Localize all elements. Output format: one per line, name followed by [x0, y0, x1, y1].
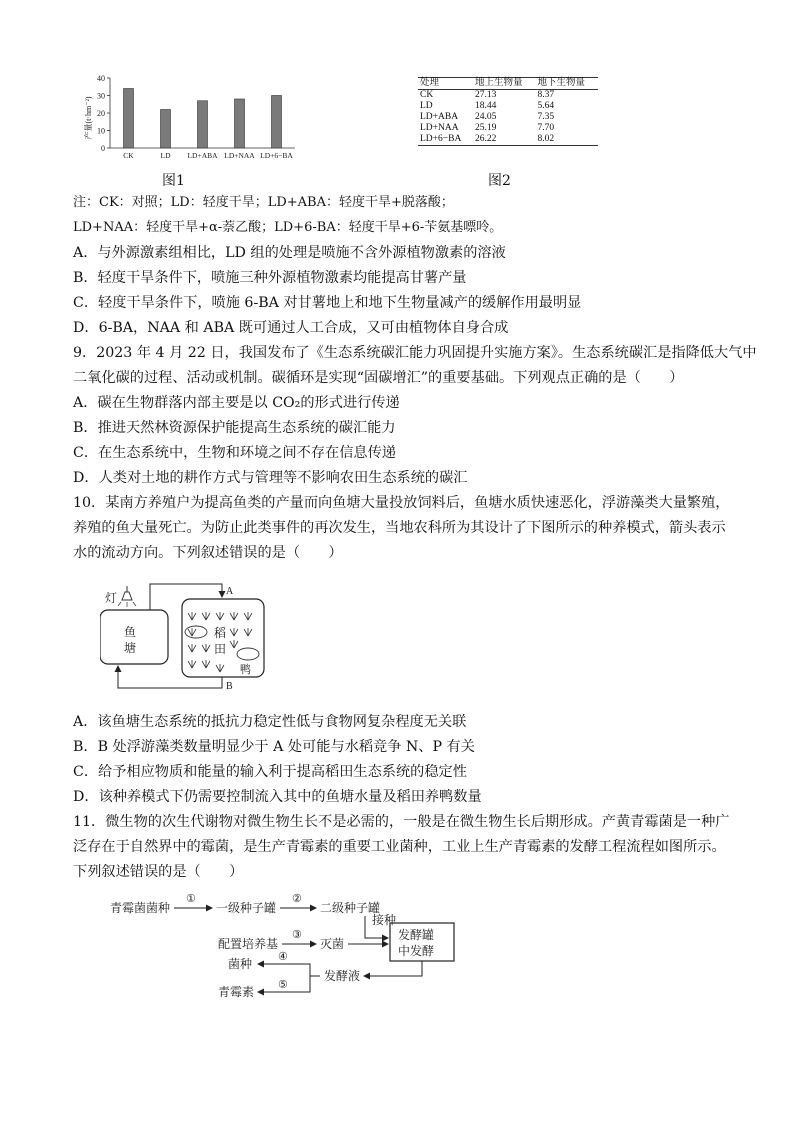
- table-row: [418, 123, 598, 134]
- table-header-cell: 处理: [420, 78, 440, 88]
- q11-stem-line-1: 11．微生物的次生代谢物对微生物生长不是必需的，一般是在微生物生长后期形成。产黄青霉菌是一种广: [73, 814, 730, 830]
- table-cell: LD: [420, 101, 433, 111]
- flow-node-fermenter-1: 发酵罐: [398, 928, 435, 942]
- flow-node-fermenter-2: 中发酵: [398, 944, 435, 958]
- pond-label-2: 塘: [124, 641, 137, 655]
- figure2-caption: 图2: [488, 173, 511, 189]
- q9-option-b: B．推进天然林资源保护能提高生态系统的碳汇能力: [73, 420, 396, 436]
- figure2-table: [418, 77, 598, 146]
- q8-option-d: D．6-BA，NAA 和 ABA 既可通过人工合成，又可由植物体自身合成: [73, 320, 509, 336]
- bar: [235, 99, 245, 148]
- q11-stem-line-3: 下列叙述错误的是（ ）: [73, 864, 244, 880]
- q10-option-b: B．B 处浮游藻类数量明显少于 A 处可能与水稻竞争 N、P 有关: [73, 739, 475, 755]
- q8-option-c: C．轻度干旱条件下，喷施 6-BA 对甘薯地上和地下生物量减产的缓解作用最明显: [73, 295, 582, 311]
- figure1-ylabel: 产量(t·hm⁻²): [84, 96, 93, 140]
- table-cell: LD+ABA: [420, 112, 459, 122]
- table-cell: 27.13: [474, 90, 497, 100]
- table-row: [418, 101, 598, 112]
- bar: [198, 101, 208, 148]
- q9-stem-line-2: 二氧化碳的过程、活动或机制。碳循环是实现“固碳增汇”的重要基础。下列观点正确的是（ ）: [73, 370, 684, 386]
- q10-pond-paddy-diagram: [100, 578, 270, 698]
- table-header-cell: 地下生物量: [537, 78, 585, 88]
- flow-step-3: ③: [292, 929, 302, 941]
- flow-step-1: ①: [186, 893, 196, 905]
- duck-label: 鸭: [240, 664, 251, 676]
- paddy-label-1: 稻: [214, 626, 227, 640]
- figure1-bar-chart: [82, 68, 302, 163]
- table-row: [418, 134, 598, 146]
- table-cell: 8.37: [537, 90, 555, 100]
- x-tick-label: LD+6−BA: [260, 151, 293, 160]
- x-tick-label: LD: [160, 151, 171, 160]
- table-cell: LD+6−BA: [420, 134, 462, 144]
- bar: [124, 89, 134, 149]
- table-header-row: [418, 78, 598, 90]
- q10-stem-line-2: 养殖的鱼大量死亡。为防止此类事件的再次发生，当地农科所为其设计了下图所示的种养模式，箭头表示: [73, 520, 726, 536]
- bar: [272, 96, 282, 149]
- table-header-cell: 地上生物量: [474, 78, 523, 88]
- flow-node-medium: 配置培养基: [218, 937, 279, 951]
- flow-node-strain: 青霉菌菌种: [110, 901, 171, 915]
- table-cell: 7.35: [537, 112, 555, 122]
- lamp-label: 灯: [105, 591, 118, 605]
- table-cell: 18.44: [474, 101, 497, 111]
- flow-node-penicillin: 青霉素: [218, 985, 255, 999]
- flow-node-strain-out: 菌种: [228, 957, 253, 971]
- q9-option-d: D．人类对土地的耕作方式与管理等不影响农田生态系统的碳汇: [73, 470, 468, 486]
- q10-stem-line-1: 10．某南方养殖户为提高鱼类的产量而向鱼塘大量投放饲料后，鱼塘水质快速恶化，浮游藻类大量繁殖，: [73, 495, 730, 511]
- table-cell: 25.19: [474, 123, 497, 133]
- q9-option-a: A．碳在生物群落内部主要是以 CO₂的形式进行传递: [73, 395, 400, 411]
- table-cell: 5.64: [537, 101, 555, 111]
- pond-label-1: 鱼: [124, 625, 137, 639]
- note-line-1: 注：CK：对照；LD：轻度干旱；LD+ABA：轻度干旱+脱落酸；: [73, 195, 454, 210]
- flow-step-2: ②: [292, 893, 302, 905]
- flow-node-primary-tank: 一级种子罐: [216, 901, 277, 915]
- table-cell: CK: [420, 90, 434, 100]
- table-row: [418, 112, 598, 123]
- figure1-caption: 图1: [162, 173, 185, 189]
- table-cell: LD+NAA: [420, 123, 459, 133]
- table-cell: 8.02: [537, 134, 555, 144]
- flow-node-secondary-tank: 二级种子罐: [320, 901, 381, 915]
- q9-stem-line-1: 9．2023 年 4 月 22 日，我国发布了《生态系统碳汇能力巩固提升实施方案》。生态系统碳汇是指降低大气中: [73, 345, 757, 361]
- bar: [161, 110, 171, 149]
- y-tick-label: 30: [97, 91, 105, 101]
- q10-option-a: A．该鱼塘生态系统的抵抗力稳定性低与食物网复杂程度无关联: [73, 714, 467, 730]
- q8-option-b: B．轻度干旱条件下，喷施三种外源植物激素均能提高甘薯产量: [73, 270, 467, 286]
- flow-step-4: ④: [278, 951, 288, 963]
- q11-fermentation-flowchart: [110, 890, 470, 1002]
- y-tick-label: 10: [97, 126, 105, 136]
- point-b-label: B: [226, 681, 233, 692]
- q10-option-c: C．给予相应物质和能量的输入利于提高稻田生态系统的稳定性: [73, 764, 467, 780]
- q10-option-d: D．该种养模式下仍需要控制流入其中的鱼塘水量及稻田养鸭数量: [73, 789, 482, 805]
- note-line-2: LD+NAA：轻度干旱+α-萘乙酸；LD+6-BA：轻度干旱+6-苄氨基嘌呤。: [73, 220, 503, 235]
- table-cell: 7.70: [537, 123, 555, 133]
- x-tick-label: LD+NAA: [224, 151, 255, 160]
- table-cell: 24.05: [474, 112, 497, 122]
- flow-node-broth: 发酵液: [324, 969, 361, 983]
- lamp-icon: [118, 586, 136, 607]
- q9-option-c: C．在生态系统中，生物和环境之间不存在信息传递: [73, 445, 396, 461]
- flow-label-inoculate: 接种: [372, 913, 397, 927]
- y-tick-label: 40: [97, 74, 105, 83]
- q10-stem-line-3: 水的流动方向。下列叙述错误的是（ ）: [73, 545, 343, 561]
- flow-arrow-a: [150, 584, 222, 610]
- flow-step-5: ⑤: [278, 979, 288, 991]
- y-tick-label: 20: [97, 109, 105, 118]
- paddy-label-2: 田: [214, 642, 227, 656]
- y-tick-label: 0: [101, 144, 105, 153]
- q8-option-a: A．与外源激素组相比，LD 组的处理是喷施不含外源植物激素的溶液: [73, 245, 506, 261]
- table-cell: 26.22: [474, 134, 497, 144]
- flow-node-sterilize: 灭菌: [320, 937, 345, 951]
- table-row: [418, 90, 598, 102]
- x-tick-label: CK: [123, 151, 134, 160]
- x-tick-label: LD+ABA: [187, 151, 218, 160]
- point-a-label: A: [226, 586, 234, 597]
- q11-stem-line-2: 泛存在于自然界中的霉菌，是生产青霉素的重要工业菌种，工业上生产青霉素的发酵工程流程如图所示。: [73, 839, 726, 855]
